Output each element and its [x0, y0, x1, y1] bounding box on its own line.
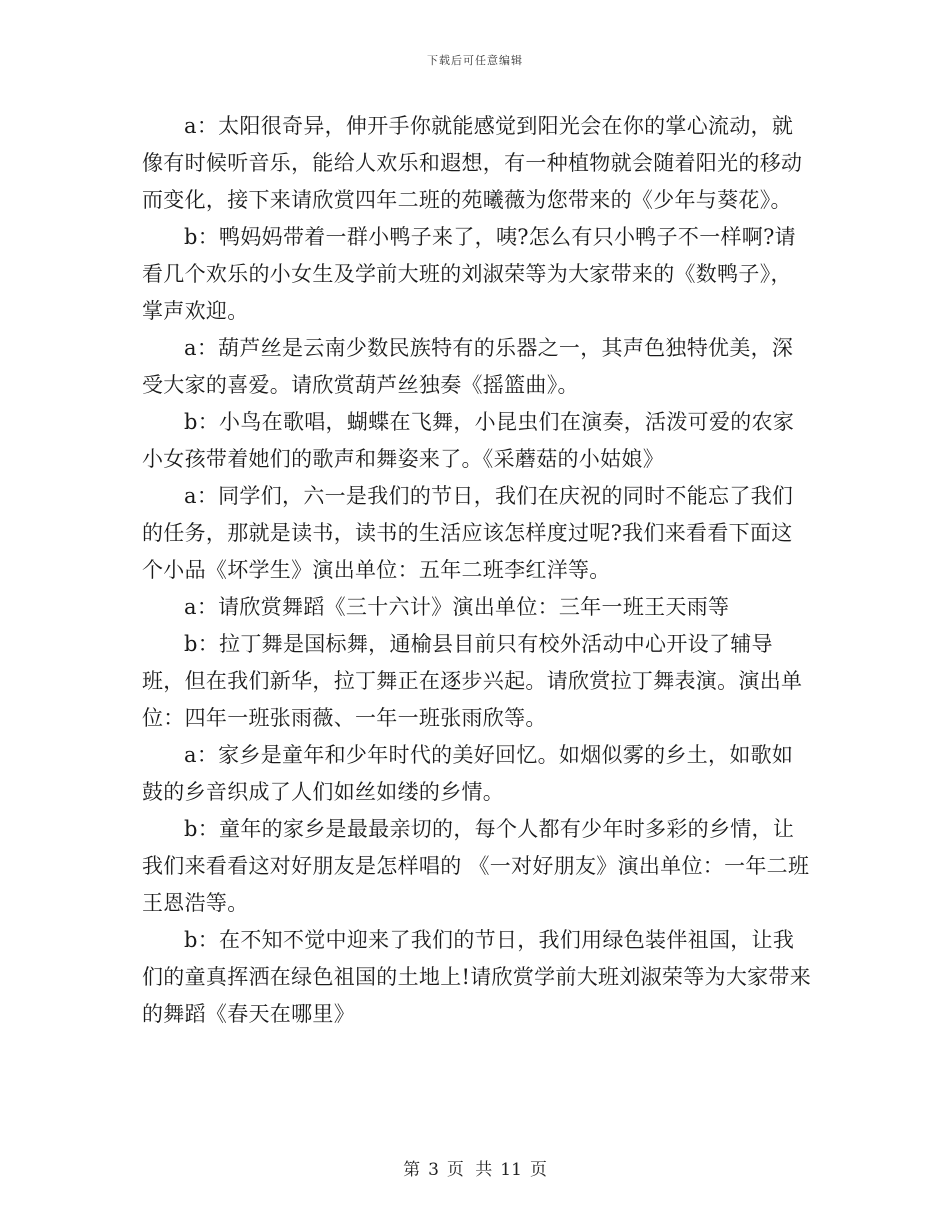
footer-prefix: 第 [403, 1160, 421, 1180]
paragraph-3: a：葫芦丝是云南少数民族特有的乐器之一，其声色独特优美，深受大家的喜爱。请欣赏葫芦丝独奏《摇篮曲》。 [142, 336, 794, 397]
paragraph-5: a：同学们，六一是我们的节日，我们在庆祝的同时不能忘了我们的任务，那就是读书，读书的生活应该怎样度过呢?我们来看看下面这个小品《坏学生》演出单位：五年二班李红洋等。 [142, 484, 794, 582]
page-header: 下载后可任意编辑 [427, 54, 523, 67]
paragraph-1: a：太阳很奇异，伸开手你就能感觉到阳光会在你的掌心流动，就像有时候听音乐，能给人欢乐和遐想，有一种植物就会随着阳光的移动而变化，接下来请欣赏四年二班的苑曦薇为您带来的《少年与葵花》。 [142, 114, 803, 212]
footer-suffix: 页 [529, 1160, 547, 1180]
total-page-count: 11 [500, 1160, 522, 1180]
paragraph-8: a：家乡是童年和少年时代的美好回忆。如烟似雾的乡土，如歌如鼓的乡音织成了人们如丝如缕的乡情。 [142, 743, 794, 804]
paragraph-10: b：在不知不觉中迎来了我们的节日，我们用绿色装伴祖国，让我们的童真挥洒在绿色祖国的土地上!请欣赏学前大班刘淑荣等为大家带来的舞蹈《春天在哪里》 [142, 928, 812, 1026]
paragraph-2: b：鸭妈妈带着一群小鸭子来了，咦?怎么有只小鸭子不一样啊?请看几个欢乐的小女生及学前大班的刘淑荣等为大家带来的《数鸭子》，掌声欢迎。 [142, 225, 796, 323]
footer-middle: 页 共 [446, 1160, 493, 1180]
paragraph-6: a：请欣赏舞蹈《三十六计》演出单位：三年一班王天雨等 [184, 595, 730, 619]
paragraph-7: b：拉丁舞是国标舞，通榆县目前只有校外活动中心开设了辅导班，但在我们新华，拉丁舞正在逐步兴起。请欣赏拉丁舞表演。演出单位：四年一班张雨薇、一年一班张雨欣等。 [142, 632, 803, 730]
current-page-number: 3 [428, 1160, 439, 1180]
paragraph-4: b：小鸟在歌唱，蝴蝶在飞舞，小昆虫们在演奏，活泼可爱的农家小女孩带着她们的歌声和舞姿来了。《采蘑菇的小姑娘》 [142, 410, 795, 471]
page-footer [0, 1155, 950, 1180]
paragraph-9: b：童年的家乡是最最亲切的，每个人都有少年时多彩的乡情，让我们来看看这对好朋友是怎样唱的 《一对好朋友》演出单位：一年二班王恩浩等。 [142, 817, 810, 915]
document-body [142, 108, 812, 1033]
